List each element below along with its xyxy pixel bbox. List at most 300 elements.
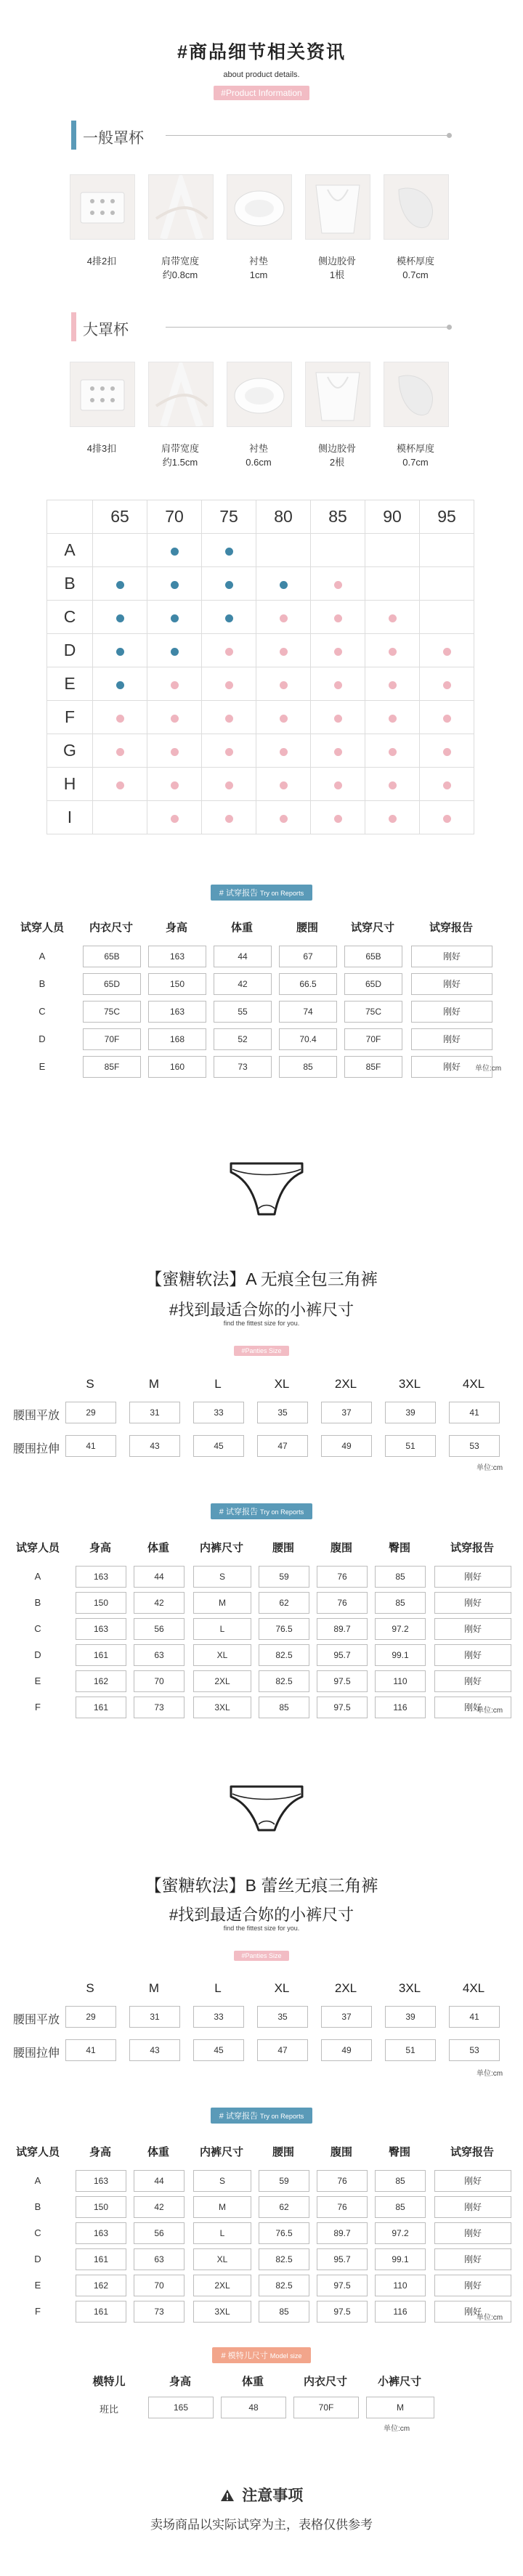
report-cell: L [193, 1618, 251, 1640]
product-detail-drawing [384, 362, 448, 426]
grid-cell [311, 567, 365, 601]
report-cell: 116 [375, 1697, 426, 1718]
available-large-dot [389, 614, 397, 622]
panty-size-cell: 35 [257, 1402, 308, 1423]
available-large-dot [225, 681, 233, 689]
grid-cell [93, 701, 147, 734]
section-divider [166, 327, 449, 328]
panty-row-label: 腰围拉伸 [12, 1443, 60, 1455]
detail-caption [140, 442, 220, 469]
report-cell: L [193, 2222, 251, 2244]
grid-cell [256, 667, 311, 701]
report-cell: 163 [76, 1566, 126, 1588]
report3-badge: # 试穿报告 Try on Reports [211, 2108, 312, 2124]
page-title: #商品细节相关资讯 [177, 42, 346, 62]
grid-cup-label: A [47, 534, 93, 567]
product-detail-image [148, 174, 214, 240]
panty-size-cell: 29 [65, 2006, 116, 2028]
grid-cell [93, 768, 147, 801]
panty-a-subtitle: #找到最适合妳的小裤尺寸 [169, 1301, 354, 1319]
product-info-badge-wrap [0, 86, 523, 100]
grid-cell [93, 634, 147, 667]
report-cell: 89.7 [317, 2222, 368, 2244]
grid-cell [311, 734, 365, 768]
report-cell: 2XL [193, 1670, 251, 1692]
panty-size-cell: 51 [385, 2039, 436, 2061]
report-cell: M [193, 1592, 251, 1614]
grid-cell [311, 667, 365, 701]
available-normal-dot [116, 614, 124, 622]
report-cell: 162 [76, 2275, 126, 2296]
report-header: 身高 [89, 2146, 111, 2158]
report-cell: 44 [134, 2170, 185, 2192]
report-cell: 刚好 [411, 946, 492, 967]
available-large-dot [389, 781, 397, 789]
report1-unit: 单位:cm [475, 1065, 502, 1073]
available-large-dot [334, 648, 342, 656]
available-large-dot [443, 781, 451, 789]
report-cell: 刚好 [411, 973, 492, 995]
panty-size-header: M [148, 1377, 160, 1391]
available-large-dot [225, 781, 233, 789]
detail-caption-line1: 模杯厚度 [396, 443, 434, 454]
section-bar [71, 312, 76, 341]
detail-caption [297, 254, 377, 282]
report-cell: 刚好 [434, 1566, 511, 1588]
report-cell: 163 [76, 1618, 126, 1640]
report-header: 试穿人员 [20, 922, 64, 934]
report-cell: 74 [279, 1001, 337, 1023]
grid-cup-label: E [47, 667, 93, 701]
panty-size-cell: 49 [321, 1435, 372, 1457]
report-cell: 85 [375, 1592, 426, 1614]
grid-cell [311, 634, 365, 667]
detail-caption-line1: 肩带宽度 [161, 256, 199, 267]
panty-size-cell: 53 [449, 2039, 500, 2061]
available-large-dot [389, 648, 397, 656]
product-detail-image [70, 362, 135, 427]
report-person-label: B [38, 978, 46, 989]
panty-size-cell: 35 [257, 2006, 308, 2028]
divider-dot [447, 133, 452, 138]
panty-size-cell: 53 [449, 1435, 500, 1457]
panty-b-subtitle: #找到最适合妳的小裤尺寸 [169, 1906, 354, 1924]
grid-cell [365, 601, 420, 634]
detail-caption [62, 254, 142, 268]
notice-text: 卖场商品以实际试穿为主，表格仅供参考 [150, 2518, 373, 2532]
report-cell: 66.5 [279, 973, 337, 995]
available-normal-dot [280, 581, 288, 589]
report-cell: 97.5 [317, 1670, 368, 1692]
available-normal-dot [171, 581, 179, 589]
report-cell: 62 [259, 1592, 309, 1614]
grid-cell [256, 634, 311, 667]
panty-size-header: 4XL [462, 1981, 485, 1995]
grid-cell [420, 768, 474, 801]
report-cell: 刚好 [411, 1028, 492, 1050]
grid-cell [147, 768, 202, 801]
report1-badge-wrap [0, 885, 523, 901]
report-cell: 刚好 [434, 2222, 511, 2244]
panty-size-cell: 41 [449, 1402, 500, 1423]
available-large-dot [225, 748, 233, 756]
grid-cup-label: F [47, 701, 93, 734]
model-badge-wrap [0, 2347, 523, 2363]
report-cell: 42 [134, 1592, 185, 1614]
available-large-dot [171, 815, 179, 823]
notice-heading [0, 2484, 523, 2506]
product-detail-drawing [149, 175, 213, 239]
detail-caption-line2: 约1.5cm [162, 457, 198, 468]
available-large-dot [334, 781, 342, 789]
detail-caption [376, 254, 455, 282]
grid-cell [93, 734, 147, 768]
detail-caption-line2: 1根 [329, 269, 345, 280]
grid-cell [420, 601, 474, 634]
report-cell: 刚好 [434, 1644, 511, 1666]
report-cell: 85 [259, 2301, 309, 2323]
report-cell: 55 [214, 1001, 272, 1023]
report-cell: 56 [134, 2222, 185, 2244]
report-header: 臀围 [388, 1542, 410, 1554]
panty-size-cell: 41 [65, 2039, 116, 2061]
grid-cup-label: I [47, 801, 93, 834]
product-detail-image [148, 362, 214, 427]
product-detail-drawing [384, 175, 448, 239]
product-detail-drawing [306, 362, 370, 426]
report-header: 体重 [230, 922, 253, 934]
report-cell: 161 [76, 2301, 126, 2323]
grid-cup-label: G [47, 734, 93, 768]
report-person-label: C [38, 1006, 46, 1017]
grid-cell [420, 534, 474, 567]
available-large-dot [389, 815, 397, 823]
report-header: 试穿报告 [429, 922, 473, 934]
report-cell: 85 [259, 1697, 309, 1718]
report-header: 腰围 [296, 922, 318, 934]
report-cell: 刚好 [434, 2248, 511, 2270]
grid-cup-label: H [47, 768, 93, 801]
grid-cell [256, 801, 311, 834]
model-header: 体重 [241, 2376, 264, 2388]
panty-row-label: 腰围平放 [12, 2014, 60, 2026]
model-cell: M [366, 2397, 434, 2418]
report-cell: 82.5 [259, 1670, 309, 1692]
report3-badge-wrap [0, 2108, 523, 2124]
report-person-label: B [34, 2201, 41, 2212]
report-cell: 刚好 [434, 1697, 511, 1718]
report-cell: 65B [344, 946, 402, 967]
available-large-dot [389, 748, 397, 756]
grid-cell [365, 734, 420, 768]
detail-caption-line1: 模杯厚度 [396, 256, 434, 267]
grid-cell [256, 567, 311, 601]
report-cell: 76.5 [259, 1618, 309, 1640]
available-large-dot [334, 614, 342, 622]
grid-cell [365, 667, 420, 701]
report-cell: XL [193, 1644, 251, 1666]
available-large-dot [443, 715, 451, 723]
report-cell: 65D [344, 973, 402, 995]
product-detail-image [70, 174, 135, 240]
report-header: 试穿报告 [450, 1542, 494, 1554]
panty-size-cell: 49 [321, 2039, 372, 2061]
report-cell: 44 [134, 1566, 185, 1588]
panty-size-header: S [86, 1377, 94, 1391]
report-cell: 73 [214, 1056, 272, 1078]
report-cell: 2XL [193, 2275, 251, 2296]
panty-size-cell: 29 [65, 1402, 116, 1423]
panty-size-cell: 33 [193, 2006, 244, 2028]
report-person-label: B [34, 1597, 41, 1608]
report-cell: 63 [134, 1644, 185, 1666]
report-cell: 3XL [193, 2301, 251, 2323]
grid-cup-label: D [47, 634, 93, 667]
report-cell: 44 [214, 946, 272, 967]
report-cell: 63 [134, 2248, 185, 2270]
model-header: 身高 [169, 2376, 191, 2388]
grid-band-header: 95 [420, 500, 474, 534]
model-cell: 165 [148, 2397, 214, 2418]
detail-caption-line1: 肩带宽度 [161, 443, 199, 454]
report-cell: 70.4 [279, 1028, 337, 1050]
panty-size-cell: 37 [321, 1402, 372, 1423]
grid-cell [202, 534, 256, 567]
panty-a-title: 【蜜糖软法】A 无痕全包三角裤 [145, 1269, 378, 1288]
grid-cell [420, 701, 474, 734]
report-cell: 97.5 [317, 2275, 368, 2296]
grid-cell [147, 701, 202, 734]
report-header: 腰围 [272, 1542, 294, 1554]
available-normal-dot [225, 548, 233, 556]
product-detail-image [227, 174, 292, 240]
detail-caption-line1: 4排2扣 [86, 256, 117, 267]
grid-cell [365, 534, 420, 567]
available-normal-dot [116, 681, 124, 689]
report-person-label: F [35, 2306, 41, 2317]
report-cell: 99.1 [375, 2248, 426, 2270]
grid-cell [311, 601, 365, 634]
available-large-dot [334, 681, 342, 689]
report-cell: 161 [76, 1697, 126, 1718]
report-person-label: C [34, 2227, 41, 2238]
report-cell: S [193, 2170, 251, 2192]
panty-b-title: 【蜜糖软法】B 蕾丝无痕三角裤 [145, 1876, 378, 1895]
product-detail-drawing [306, 175, 370, 239]
report-cell: 刚好 [411, 1056, 492, 1078]
report-cell: 163 [76, 2222, 126, 2244]
report-cell: 73 [134, 1697, 185, 1718]
detail-caption-line1: 侧边胶骨 [317, 256, 356, 267]
report-cell: 59 [259, 2170, 309, 2192]
grid-cell [93, 801, 147, 834]
report-cell: 42 [214, 973, 272, 995]
report-cell: 3XL [193, 1697, 251, 1718]
report-cell: 95.7 [317, 1644, 368, 1666]
product-detail-drawing [227, 362, 291, 426]
available-normal-dot [225, 581, 233, 589]
available-normal-dot [225, 614, 233, 622]
detail-caption-line1: 侧边胶骨 [317, 443, 356, 454]
panty-size-cell: 31 [129, 2006, 180, 2028]
available-large-dot [334, 748, 342, 756]
available-large-dot [225, 648, 233, 656]
product-detail-image [384, 174, 449, 240]
detail-caption [219, 254, 299, 282]
lace-panty-icon [227, 1779, 307, 1837]
detail-caption-line2: 1cm [249, 269, 268, 280]
grid-cell [256, 768, 311, 801]
grid-cell [256, 534, 311, 567]
report-header: 试穿尺寸 [350, 922, 394, 934]
detail-caption-line2: 0.6cm [246, 457, 272, 468]
grid-band-header: 85 [311, 500, 365, 534]
report-cell: 76 [317, 2196, 368, 2218]
grid-corner-cell [47, 500, 93, 534]
panty-size-header: 2XL [334, 1981, 357, 1995]
report-person-label: D [34, 2254, 41, 2264]
report-cell: 62 [259, 2196, 309, 2218]
grid-cell [365, 701, 420, 734]
grid-cell [147, 801, 202, 834]
report-cell: 150 [148, 973, 206, 995]
report-header: 体重 [147, 2146, 169, 2158]
report-cell: 42 [134, 2196, 185, 2218]
report-cell: 76 [317, 2170, 368, 2192]
grid-cell [420, 567, 474, 601]
report-cell: 75C [344, 1001, 402, 1023]
report-cell: 162 [76, 1670, 126, 1692]
report-header: 试穿人员 [15, 2146, 60, 2158]
panty-size-header: L [214, 1981, 222, 1995]
grid-cell [311, 768, 365, 801]
report-cell: 刚好 [434, 2301, 511, 2323]
report-person-label: A [38, 951, 46, 962]
section-title: 一般罩杯 [83, 130, 144, 147]
divider-dot [447, 325, 452, 330]
panty-b-badge-wrap [0, 1949, 523, 1962]
report-cell: 52 [214, 1028, 272, 1050]
grid-cup-label: C [47, 601, 93, 634]
product-detail-drawing [227, 175, 291, 239]
grid-cell [147, 567, 202, 601]
notice-title: 注意事项 [242, 2487, 304, 2504]
report-cell: M [193, 2196, 251, 2218]
report-cell: 160 [148, 1056, 206, 1078]
detail-caption-line2: 0.7cm [402, 457, 429, 468]
grid-cell [365, 567, 420, 601]
panty-b-badge: #Panties Size [234, 1951, 288, 1961]
model-header: 模特儿 [92, 2376, 126, 2388]
report-person-label: F [35, 1702, 41, 1712]
panty-size-header: 2XL [334, 1377, 357, 1391]
panty-size-header: 4XL [462, 1377, 485, 1391]
report-cell: 73 [134, 2301, 185, 2323]
report-header: 身高 [165, 922, 187, 934]
grid-cell [147, 601, 202, 634]
report-cell: 刚好 [411, 1001, 492, 1023]
detail-caption [376, 442, 455, 469]
report-cell: 85 [375, 2196, 426, 2218]
grid-cell [202, 567, 256, 601]
report-cell: 刚好 [434, 1618, 511, 1640]
report-cell: 刚好 [434, 2275, 511, 2296]
grid-band-header: 75 [202, 500, 256, 534]
product-detail-image [305, 362, 370, 427]
available-large-dot [280, 614, 288, 622]
report-cell: 110 [375, 2275, 426, 2296]
report-person-label: D [38, 1033, 46, 1044]
panty-row-label: 腰围平放 [12, 1410, 60, 1422]
report-cell: 97.2 [375, 1618, 426, 1640]
panty-size-cell: 45 [193, 1435, 244, 1457]
grid-cell [420, 634, 474, 667]
report2-badge: # 试穿报告 Try on Reports [211, 1503, 312, 1519]
report-cell: 150 [76, 1592, 126, 1614]
report1-badge: # 试穿报告 Try on Reports [211, 885, 312, 901]
report-cell: 75C [83, 1001, 141, 1023]
report-header: 体重 [147, 1542, 169, 1554]
grid-cell [256, 701, 311, 734]
detail-caption [140, 254, 220, 282]
report-header: 内裤尺寸 [199, 1542, 243, 1554]
report-person-label: E [38, 1061, 46, 1072]
report-cell: 163 [76, 2170, 126, 2192]
available-large-dot [225, 815, 233, 823]
grid-cell [147, 534, 202, 567]
report-cell: S [193, 1566, 251, 1588]
report-cell: 85F [344, 1056, 402, 1078]
detail-caption [219, 442, 299, 469]
report-header: 腹围 [330, 1542, 352, 1554]
report-header: 腰围 [272, 2146, 294, 2158]
section-bar [71, 121, 76, 150]
available-normal-dot [116, 581, 124, 589]
panty-a-subtitle-en: find the fittest size for you. [223, 1320, 300, 1327]
detail-caption-line2: 0.7cm [402, 269, 429, 280]
report-cell: 70 [134, 1670, 185, 1692]
section-divider [166, 135, 449, 136]
available-large-dot [225, 715, 233, 723]
report-cell: 56 [134, 1618, 185, 1640]
grid-cell [202, 634, 256, 667]
report-cell: 168 [148, 1028, 206, 1050]
report-person-label: D [34, 1649, 41, 1660]
grid-cell [420, 667, 474, 701]
detail-caption-line2: 约0.8cm [162, 269, 198, 280]
grid-cell [256, 601, 311, 634]
available-large-dot [116, 781, 124, 789]
grid-cell [365, 801, 420, 834]
available-large-dot [334, 715, 342, 723]
report-cell: 76 [317, 1566, 368, 1588]
detail-caption-line2: 2根 [329, 457, 345, 468]
grid-band-header: 70 [147, 500, 202, 534]
grid-cell [147, 634, 202, 667]
grid-cell [93, 534, 147, 567]
product-detail-drawing [70, 175, 134, 239]
report-cell: 65B [83, 946, 141, 967]
panty-size-cell: 43 [129, 1435, 180, 1457]
available-large-dot [389, 681, 397, 689]
available-large-dot [389, 715, 397, 723]
model-cell: 48 [221, 2397, 286, 2418]
panty-size-cell: 45 [193, 2039, 244, 2061]
panty-size-header: S [86, 1981, 94, 1995]
panty-size-cell: 47 [257, 2039, 308, 2061]
report-cell: 89.7 [317, 1618, 368, 1640]
available-large-dot [280, 648, 288, 656]
